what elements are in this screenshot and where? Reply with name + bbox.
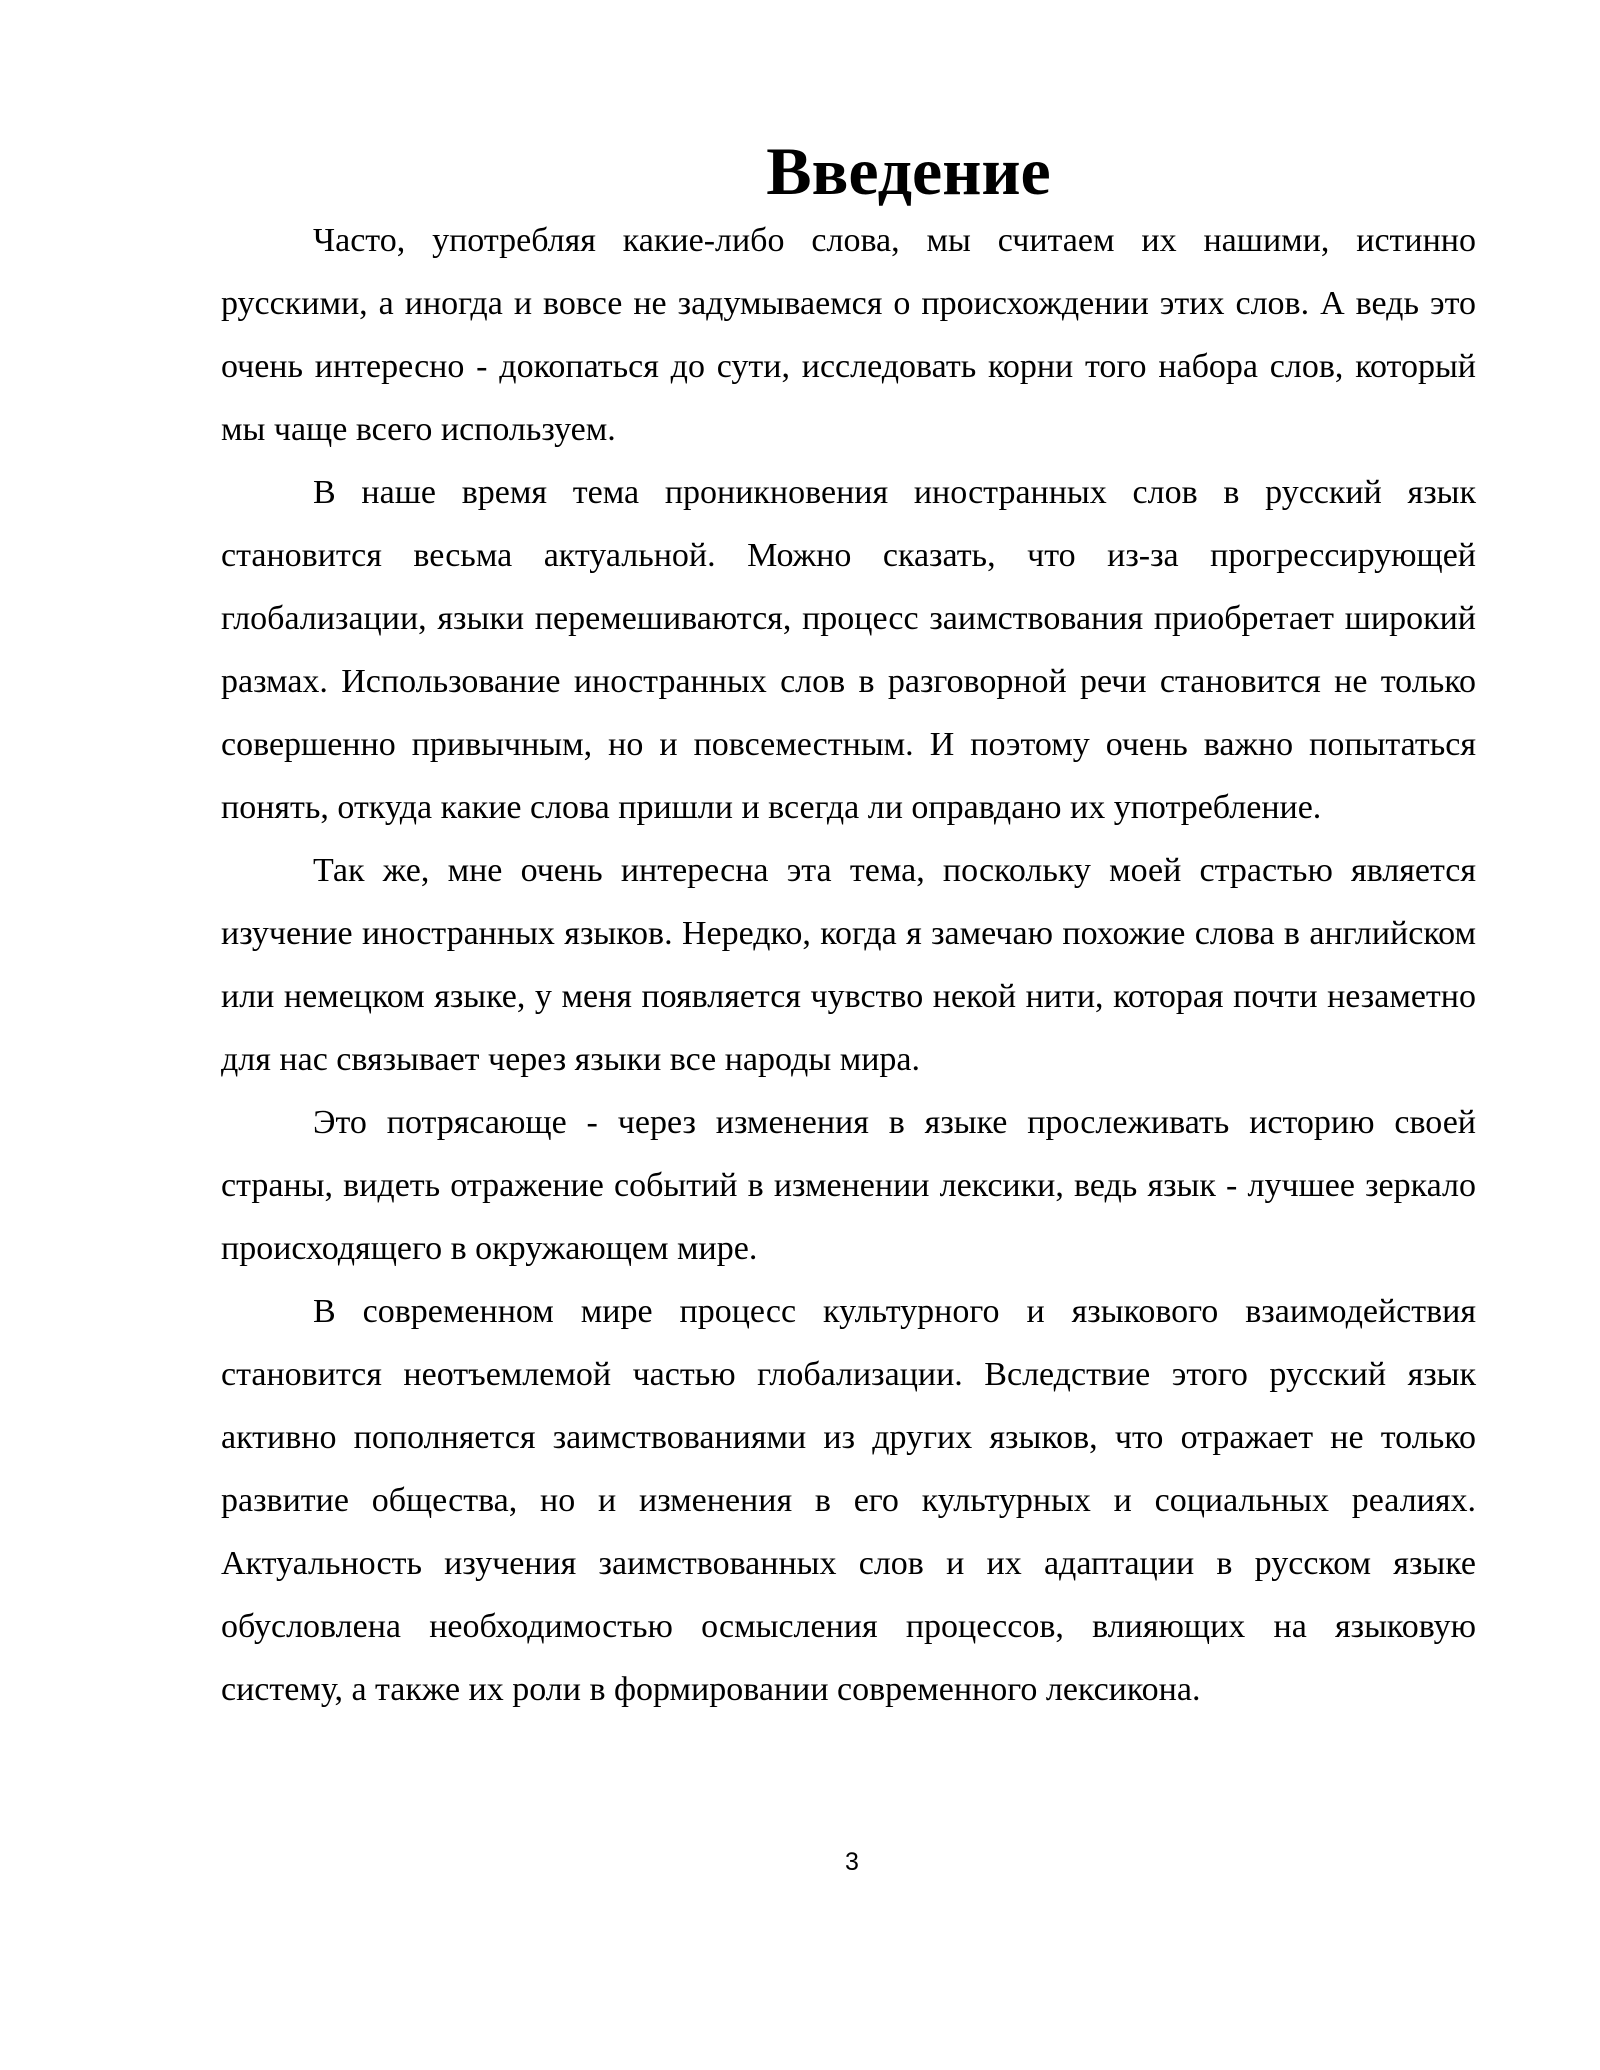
section-title: Введение — [766, 133, 1051, 209]
paragraph-2: В наше время тема проникновения иностранных слов в русский язык становится весьма актуальной. Можно сказать, что из-за прогрессирующей глобализации, языки перемешиваются, процесс заимствования приобретает широкий размах. Использование иностранных слов в разговорной речи становится не только совершенно привычным, но и повсеместным. И поэтому очень важно попытаться понять, откуда какие слова пришли и всегда ли оправдано их употребление. — [221, 474, 1476, 826]
page-content — [221, 133, 1476, 1721]
paragraph-5: В современном мире процесс культурного и языкового взаимодействия становится неотъемлемой частью глобализации. Вследствие этого русский язык активно пополняется заимствованиями из других языков, что отражает не только развитие общества, но и изменения в его культурных и социальных реалиях. Актуальность изучения заимствованных слов и их адаптации в русском языке обусловлена необходимостью осмысления процессов, влияющих на языковую систему, а также их роли в формировании современного лексикона. — [221, 1293, 1476, 1708]
paragraph-4: Это потрясающе - через изменения в языке прослеживать историю своей страны, видеть отражение событий в изменении лексики, ведь язык - лучшее зеркало происходящего в окружающем мире. — [221, 1104, 1476, 1267]
paragraph-1: Часто, употребляя какие-либо слова, мы считаем их нашими, истинно русскими, а иногда и вовсе не задумываемся о происхождении этих слов. А ведь это очень интересно - докопаться до сути, исследовать корни того набора слов, который мы чаще всего используем. — [221, 222, 1476, 448]
paragraph-3: Так же, мне очень интересна эта тема, поскольку моей страстью является изучение иностранных языков. Нередко, когда я замечаю похожие слова в английском или немецком языке, у меня появляется чувство некой нити, которая почти незаметно для нас связывает через языки все народы мира. — [221, 852, 1476, 1078]
page-number: 3 — [845, 1848, 859, 1876]
